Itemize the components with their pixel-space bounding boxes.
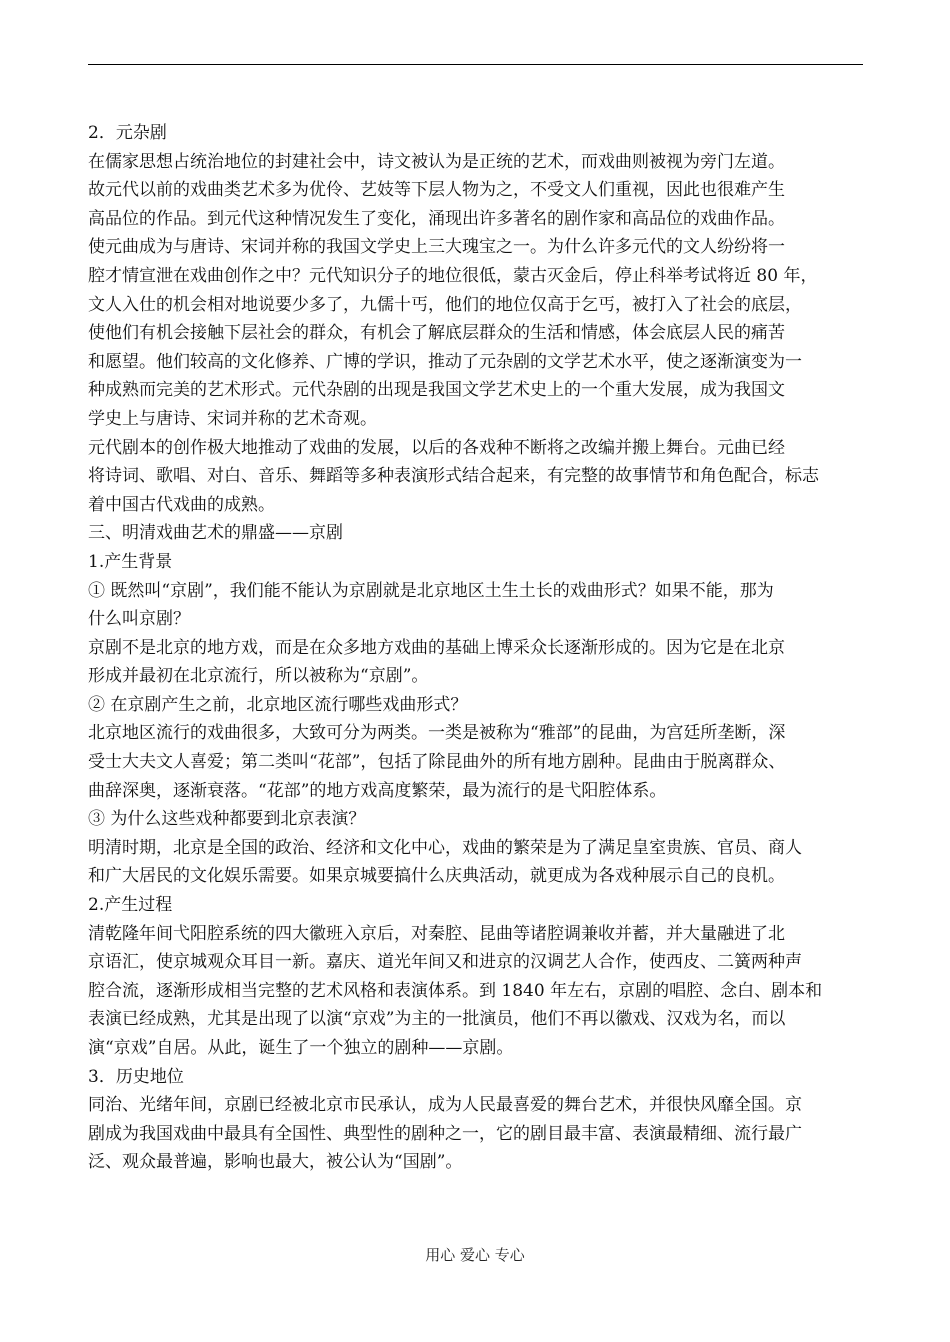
text-line: 腔才情宣泄在戏曲创作之中？元代知识分子的地位很低，蒙古灭金后，停止科举考试将近 80 年， [88,265,818,286]
header-rule [88,64,863,65]
text-line: 2．元杂剧 [88,123,167,143]
text-line: 演“京戏”自居。从此，诞生了一个独立的剧种——京剧。 [88,1038,514,1058]
text-line: 剧成为我国戏曲中最具有全国性、典型性的剧种之一，它的剧目最丰富、表演最精细、流行最广 [88,1123,802,1144]
text-line: 受士大夫文人喜爱；第二类叫“花部”，包括了除昆曲外的所有地方剧种。昆曲由于脱离群众、 [88,752,786,773]
text-line: 京语汇，使京城观众耳目一新。嘉庆、道光年间又和进京的汉调艺人合作，使西皮、二簧两种声 [88,952,802,973]
text-line: 高品位的作品。到元代这种情况发生了变化，涌现出许多著名的剧作家和高品位的戏曲作品。 [88,208,785,229]
text-line: 文人入仕的机会相对地说要少多了，九儒十丐，他们的地位仅高于乞丐，被打入了社会的底层， [88,294,802,315]
text-line: ① 既然叫“京剧”，我们能不能认为京剧就是北京地区土生土长的戏曲形式？如果不能，那为 [88,580,774,601]
text-line: 什么叫京剧？ [88,609,190,630]
text-line: 元代剧本的创作极大地推动了戏曲的发展，以后的各戏种不断将之改编并搬上舞台。元曲已经 [88,437,785,458]
text-line: 腔合流，逐渐形成相当完整的艺术风格和表演体系。到 1840 年左右，京剧的唱腔、念白、剧本和 [88,980,823,1001]
text-line: 形成并最初在北京流行，所以被称为“京剧”。 [88,666,429,687]
text-line: 种成熟而完美的艺术形式。元代杂剧的出现是我国文学艺术史上的一个重大发展，成为我国文 [88,380,785,401]
text-line: 使他们有机会接触下层社会的群众，有机会了解底层群众的生活和情感，体会底层人民的痛苦 [88,323,785,344]
text-line: 表演已经成熟，尤其是出现了以演“京戏”为主的一批演员，他们不再以徽戏、汉戏为名，而以 [88,1009,786,1030]
document-body [88,119,863,1177]
text-line: 故元代以前的戏曲类艺术多为优伶、艺妓等下层人物为之，不受文人们重视，因此也很难产生 [88,180,785,201]
text-line: 学史上与唐诗、宋词并称的艺术奇观。 [88,408,377,429]
text-line: ② 在京剧产生之前，北京地区流行哪些戏曲形式？ [88,694,468,715]
text-line: 曲辞深奥，逐渐衰落。“花部”的地方戏高度繁荣，最为流行的是弋阳腔体系。 [88,780,667,801]
text-line: 和愿望。他们较高的文化修养、广博的学识，推动了元杂剧的文学艺术水平，使之逐渐演变为一 [88,351,802,372]
text-line: 同治、光绪年间，京剧已经被北京市民承认，成为人民最喜爱的舞台艺术，并很快风靡全国。京 [88,1095,802,1116]
text-line: ③ 为什么这些戏种都要到北京表演？ [88,809,366,830]
text-line: 着中国古代戏曲的成熟。 [88,494,275,515]
subsection-heading: 3．历史地位 [88,1066,184,1087]
section-heading: 三、明清戏曲艺术的鼎盛——京剧 [88,523,343,544]
text-line: 泛、观众最普遍，影响也最大，被公认为“国剧”。 [88,1152,463,1173]
text-line: 京剧不是北京的地方戏，而是在众多地方戏曲的基础上博采众长逐渐形成的。因为它是在北京 [88,637,785,658]
subsection-heading: 2.产生过程 [88,895,173,916]
text-line: 将诗词、歌唱、对白、音乐、舞蹈等多种表演形式结合起来，有完整的故事情节和角色配合，标志 [88,466,819,487]
text-line: 明清时期，北京是全国的政治、经济和文化中心，戏曲的繁荣是为了满足皇室贵族、官员、商人 [88,837,802,858]
page-footer: 用心 爱心 专心 [425,1246,525,1264]
text-line: 在儒家思想占统治地位的封建社会中，诗文被认为是正统的艺术，而戏曲则被视为旁门左道。 [88,151,785,172]
subsection-heading: 1.产生背景 [88,551,173,572]
text-line: 和广大居民的文化娱乐需要。如果京城要搞什么庆典活动，就更成为各戏种展示自己的良机。 [88,866,785,887]
text-line: 使元曲成为与唐诗、宋词并称的我国文学史上三大瑰宝之一。为什么许多元代的文人纷纷将一 [88,237,785,258]
text-line: 北京地区流行的戏曲很多，大致可分为两类。一类是被称为“雅部”的昆曲，为宫廷所垄断，深 [88,723,786,744]
text-line: 清乾隆年间弋阳腔系统的四大徽班入京后，对秦腔、昆曲等诸腔调兼收并蓄，并大量融进了北 [88,923,785,944]
